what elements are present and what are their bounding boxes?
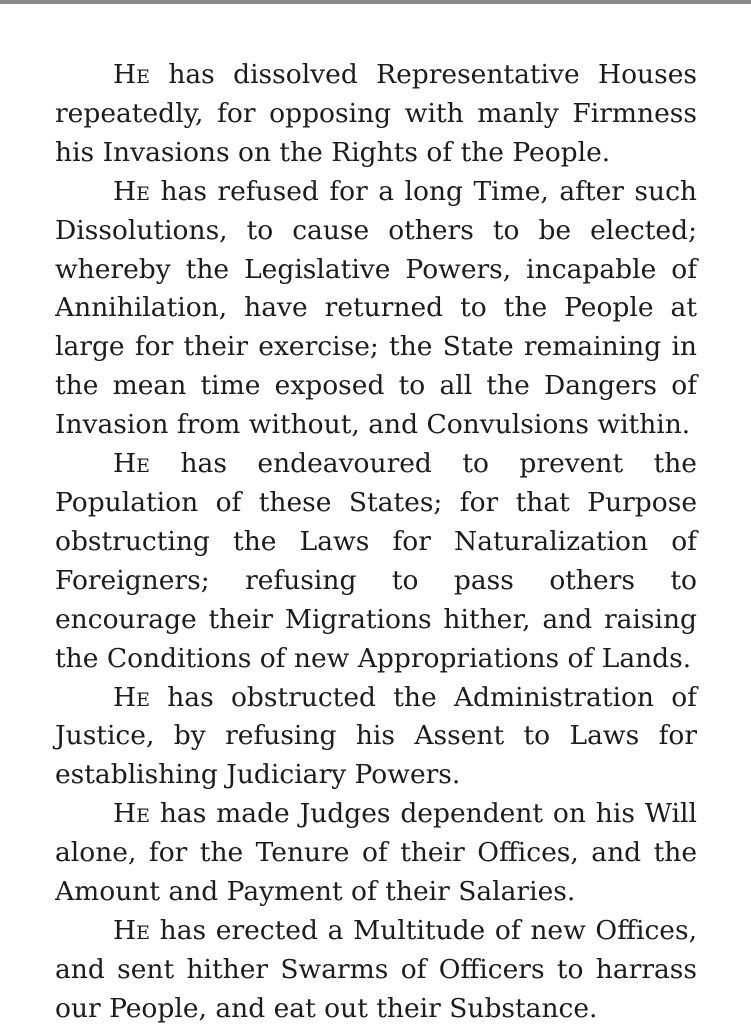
paragraph-population — [55, 445, 697, 678]
paragraph-justice — [55, 679, 697, 796]
paragraph-lead-word: He — [113, 798, 150, 830]
paragraph-body: has refused for a long Time, after such Dissolutions, to cause others to be elected; whereby the Legislative Powers, incapable of Annihilation, have returned to the People at large for their exercise; the State remaining in the mean time exposed to all the Dangers of Invasion from without, and Convulsions within. — [55, 175, 697, 441]
paragraph-body: has made Judges dependent on his Will alone, for the Tenure of their Offices, and the Amount and Payment of their Salaries. — [55, 798, 697, 908]
paragraph-dissolved-houses — [55, 56, 697, 173]
paragraph-lead-word: He — [113, 914, 150, 946]
paragraph-body: has endeavoured to prevent the Population of these States; for that Purpose obstructing the Laws for Naturalization of Foreigners; refusing to pass others to encourage their Migrations hither, and raising the Conditions of new Appropriations of Lands. — [55, 448, 697, 674]
paragraph-judges — [55, 795, 697, 912]
paragraph-body: has erected a Multitude of new Offices, and sent hither Swarms of Officers to harrass our People, and eat out their Substance. — [55, 914, 697, 1024]
paragraph-lead-word: He — [113, 448, 150, 480]
paragraph-refused-elections — [55, 173, 697, 445]
paragraph-lead-word: He — [113, 175, 150, 207]
reading-page[interactable] — [55, 56, 697, 1029]
paragraph-new-offices — [55, 912, 697, 1029]
paragraph-body: has dissolved Representative Houses repeatedly, for opposing with manly Firmness his Invasions on the Rights of the People. — [55, 59, 697, 168]
paragraph-lead-word: He — [113, 59, 150, 90]
paragraph-lead-word: He — [113, 681, 150, 713]
paragraph-body: has obstructed the Administration of Justice, by refusing his Assent to Laws for establishing Judiciary Powers. — [55, 681, 697, 791]
top-divider — [0, 0, 751, 4]
